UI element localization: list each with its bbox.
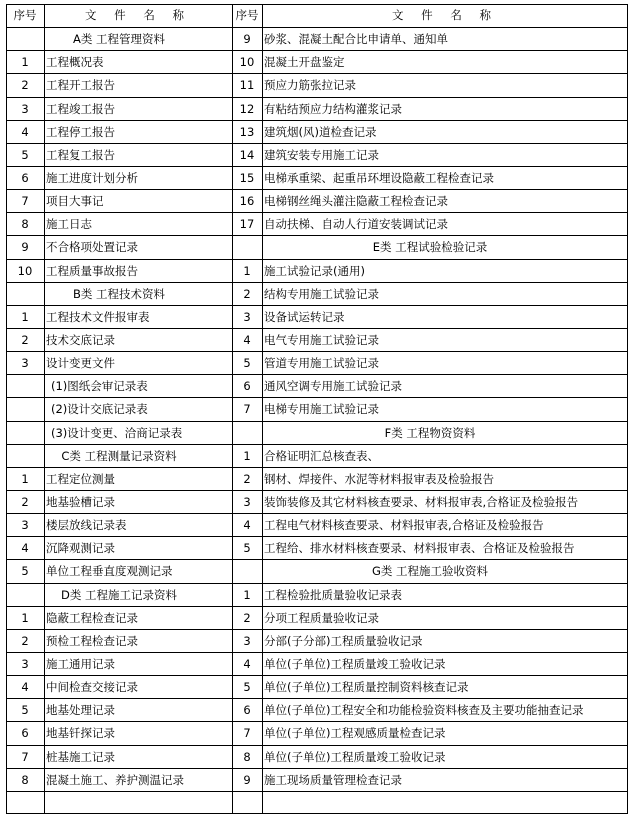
row-number: 1: [21, 472, 29, 486]
header-left-num: 序号: [13, 8, 37, 22]
file-name: 楼层放线记录表: [46, 518, 127, 532]
file-name: 施工日志: [46, 217, 92, 231]
file-name: 分部(子分部)工程质量验收记录: [264, 634, 423, 648]
row-number: 1: [21, 611, 29, 625]
sub-item-name: (2)设计交底记录表: [51, 402, 148, 416]
sub-item-name: (1)图纸会审记录表: [51, 379, 148, 393]
file-name: 隐蔽工程检查记录: [46, 611, 138, 625]
file-name: 地基处理记录: [46, 703, 115, 717]
file-name: 砂浆、混凝土配合比申请单、通知单: [264, 32, 448, 46]
section-heading: F类 工程物资资料: [384, 426, 476, 440]
file-name: 单位(子单位)工程质量竣工验收记录: [264, 657, 446, 671]
file-name: 设计变更文件: [46, 356, 115, 370]
file-name: 工程技术文件报审表: [46, 310, 150, 324]
row-number: 3: [243, 634, 251, 648]
file-name: 施工通用记录: [46, 657, 115, 671]
file-name: 有粘结预应力结构灌浆记录: [264, 102, 402, 116]
row-number: 13: [239, 125, 255, 139]
file-name: 施工现场质量管理检查记录: [264, 773, 402, 787]
row-number: 14: [239, 148, 255, 162]
file-name: 通风空调专用施工试验记录: [264, 379, 402, 393]
row-number: 3: [21, 356, 29, 370]
header-right-name: 文 件 名 称: [392, 8, 498, 22]
section-heading: A类 工程管理资料: [72, 32, 166, 46]
row-number: 2: [21, 333, 29, 347]
row-number: 7: [243, 726, 251, 740]
header-right-num: 序号: [235, 8, 259, 22]
file-name: 单位工程垂直度观测记录: [46, 564, 173, 578]
row-number: 5: [243, 356, 251, 370]
file-name: 合格证明汇总核查表、: [264, 449, 379, 463]
file-name: 沉降观测记录: [46, 541, 115, 555]
section-heading: E类 工程试验检验记录: [372, 240, 488, 254]
row-number: 1: [21, 55, 29, 69]
row-number: 5: [243, 541, 251, 555]
file-name: 电梯钢丝绳头灌注隐蔽工程检查记录: [264, 194, 448, 208]
file-name: 装饰装修及其它材料核查要录、材料报审表,合格证及检验报告: [264, 495, 579, 509]
row-number: 1: [21, 310, 29, 324]
file-name: 分项工程质量验收记录: [264, 611, 379, 625]
row-number: 7: [21, 194, 29, 208]
section-heading: G类 工程施工验收资料: [371, 564, 489, 578]
file-name: 施工进度计划分析: [46, 171, 138, 185]
file-name: 预应力筋张拉记录: [264, 78, 356, 92]
file-name: 混凝土施工、养护测温记录: [46, 773, 184, 787]
file-name: 中间检查交接记录: [46, 680, 138, 694]
row-number: 5: [243, 680, 251, 694]
row-number: 3: [21, 657, 29, 671]
row-number: 10: [239, 55, 255, 69]
section-heading: B类 工程技术资料: [72, 287, 166, 301]
file-name: 工程停工报告: [46, 125, 115, 139]
file-name: 工程质量事故报告: [46, 264, 138, 278]
row-number: 1: [243, 264, 251, 278]
row-number: 9: [243, 32, 251, 46]
row-number: 4: [21, 125, 29, 139]
row-number: 8: [21, 217, 29, 231]
row-number: 3: [21, 102, 29, 116]
file-name: 施工试验记录(通用): [264, 264, 365, 278]
file-name: 工程复工报告: [46, 148, 115, 162]
file-name: 单位(子单位)工程安全和功能检验资料核查及主要功能抽查记录: [264, 703, 584, 717]
file-name: 建筑烟(风)道检查记录: [264, 125, 377, 139]
row-number: 7: [243, 402, 251, 416]
row-number: 4: [21, 541, 29, 555]
file-name: 钢材、焊接件、水泥等材料报审表及检验报告: [264, 472, 494, 486]
row-number: 2: [243, 287, 251, 301]
row-number: 3: [21, 518, 29, 532]
row-number: 3: [243, 310, 251, 324]
file-name: 工程概况表: [46, 55, 104, 69]
row-number: 16: [239, 194, 255, 208]
row-number: 4: [21, 680, 29, 694]
file-name: 工程定位测量: [46, 472, 115, 486]
row-number: 10: [17, 264, 33, 278]
file-name: 单位(子单位)工程质量竣工验收记录: [264, 750, 446, 764]
row-number: 12: [239, 102, 255, 116]
row-number: 15: [239, 171, 255, 185]
file-name: 结构专用施工试验记录: [264, 287, 379, 301]
row-number: 2: [243, 611, 251, 625]
row-number: 9: [21, 240, 29, 254]
file-name: 建筑安装专用施工记录: [264, 148, 379, 162]
row-number: 6: [21, 171, 29, 185]
file-name: 不合格项处置记录: [46, 240, 138, 254]
section-heading: D类 工程施工记录资料: [60, 588, 177, 602]
file-name: 地基钎探记录: [46, 726, 115, 740]
file-name: 工程给、排水材料核查要录、材料报审表、合格证及检验报告: [264, 541, 575, 555]
row-number: 1: [243, 588, 251, 602]
row-number: 4: [243, 518, 251, 532]
row-number: 4: [243, 657, 251, 671]
row-number: 5: [21, 564, 29, 578]
row-number: 8: [21, 773, 29, 787]
file-name: 工程开工报告: [46, 78, 115, 92]
file-name: 工程检验批质量验收记录表: [264, 588, 402, 602]
row-number: 11: [239, 78, 255, 92]
section-heading: C类 工程测量记录资料: [61, 449, 177, 463]
file-name: 地基验槽记录: [46, 495, 115, 509]
row-number: 2: [21, 78, 29, 92]
row-number: 9: [243, 773, 251, 787]
file-name: 电梯承重梁、起重吊环埋设隐蔽工程检查记录: [264, 171, 494, 185]
row-number: 2: [21, 495, 29, 509]
file-name: 工程竣工报告: [46, 102, 115, 116]
row-number: 7: [21, 750, 29, 764]
file-name: 技术交底记录: [46, 333, 115, 347]
file-name: 单位(子单位)工程观感质量检查记录: [264, 726, 446, 740]
file-name: 设备试运转记录: [264, 310, 345, 324]
document-table: [6, 4, 628, 814]
header-left-name: 文 件 名 称: [85, 8, 191, 22]
file-name: 自动扶梯、自动人行道安装调试记录: [264, 217, 448, 231]
row-number: 17: [239, 217, 255, 231]
row-number: 2: [243, 472, 251, 486]
file-name: 单位(子单位)工程质量控制资料核查记录: [264, 680, 469, 694]
file-name: 混凝土开盘鉴定: [264, 55, 345, 69]
file-name: 桩基施工记录: [46, 750, 115, 764]
row-number: 2: [21, 634, 29, 648]
file-name: 预检工程检查记录: [46, 634, 138, 648]
row-number: 5: [21, 148, 29, 162]
row-number: 8: [243, 750, 251, 764]
row-number: 6: [243, 703, 251, 717]
file-name: 工程电气材料核查要录、材料报审表,合格证及检验报告: [264, 518, 544, 532]
file-name: 项目大事记: [46, 194, 104, 208]
sub-item-name: (3)设计变更、洽商记录表: [51, 426, 183, 440]
row-number: 6: [243, 379, 251, 393]
row-number: 5: [21, 703, 29, 717]
row-number: 1: [243, 449, 251, 463]
row-number: 3: [243, 495, 251, 509]
row-number: 6: [21, 726, 29, 740]
file-name: 电气专用施工试验记录: [264, 333, 379, 347]
row-number: 4: [243, 333, 251, 347]
file-name: 管道专用施工试验记录: [264, 356, 379, 370]
file-name: 电梯专用施工试验记录: [264, 402, 379, 416]
